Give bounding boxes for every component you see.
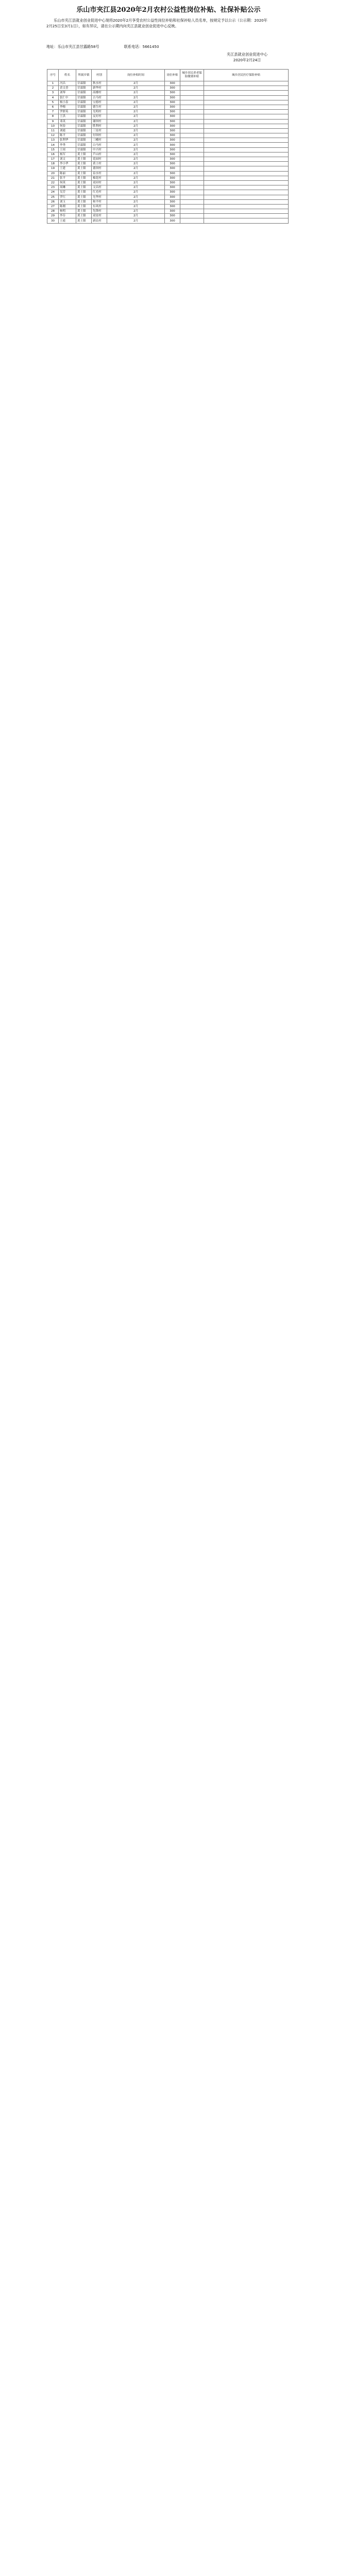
row-name: 罗群英 — [59, 110, 76, 114]
row-index: 30 — [47, 218, 59, 223]
row-post-subsidy: 300 — [165, 152, 180, 157]
row-village: 和平村 — [92, 199, 107, 204]
row-village: 胜利村 — [92, 124, 107, 128]
row-village: 光明村 — [92, 110, 107, 114]
row-post-subsidy: 300 — [165, 124, 180, 128]
row-town: 黄土镇 — [76, 190, 92, 195]
row-name: 张平 — [59, 176, 76, 180]
row-pension-subsidy — [180, 218, 204, 223]
row-name: 张仁中 — [59, 95, 76, 100]
row-pension-subsidy — [180, 128, 204, 133]
row-post-subsidy: 300 — [165, 128, 180, 133]
row-medical-subsidy — [204, 147, 289, 152]
row-town: 黄土镇 — [76, 214, 92, 218]
table-row — [47, 209, 289, 214]
row-name: 王琼 — [59, 147, 76, 152]
row-name: 吴芳 — [59, 190, 76, 195]
row-town: 甘霖镇 — [76, 143, 92, 147]
row-index: 3 — [47, 91, 59, 95]
row-village: 付坝村 — [92, 133, 107, 138]
table-row — [47, 199, 289, 204]
header-medical-subsidy: 城乡居民医疗保险补贴 — [204, 70, 289, 81]
header-post-subsidy: 岗位补贴 — [165, 70, 180, 81]
row-name: 邓英 — [59, 119, 76, 124]
row-period: 2月 — [107, 162, 165, 166]
row-index: 12 — [47, 133, 59, 138]
row-period: 2月 — [107, 190, 165, 195]
row-medical-subsidy — [204, 214, 289, 218]
row-town: 黄土镇 — [76, 180, 92, 185]
row-index: 15 — [47, 147, 59, 152]
row-town: 甘霖镇 — [76, 91, 92, 95]
row-pension-subsidy — [180, 81, 204, 86]
row-town: 甘霖镇 — [76, 100, 92, 105]
issuer-date: 2020年2月24日 — [233, 58, 261, 62]
row-village: 泉水村 — [92, 171, 107, 176]
row-period: 2月 — [107, 152, 165, 157]
table-row — [47, 114, 289, 119]
table-row — [47, 124, 289, 128]
row-index: 8 — [47, 114, 59, 119]
row-pension-subsidy — [180, 119, 204, 124]
row-post-subsidy: 300 — [165, 166, 180, 171]
row-medical-subsidy — [204, 176, 289, 180]
row-medical-subsidy — [204, 128, 289, 133]
row-village: 白马村 — [92, 143, 107, 147]
row-period: 2月 — [107, 218, 165, 223]
row-medical-subsidy — [204, 138, 289, 143]
row-index: 7 — [47, 110, 59, 114]
row-pension-subsidy — [180, 152, 204, 157]
row-index: 27 — [47, 204, 59, 209]
table-row — [47, 133, 289, 138]
table-row — [47, 81, 289, 86]
row-pension-subsidy — [180, 95, 204, 100]
row-pension-subsidy — [180, 166, 204, 171]
issuer-block — [227, 52, 267, 63]
row-pension-subsidy — [180, 171, 204, 176]
row-town: 黄土镇 — [76, 218, 92, 223]
table-row — [47, 105, 289, 109]
row-index: 9 — [47, 119, 59, 124]
row-index: 6 — [47, 105, 59, 109]
row-period: 2月 — [107, 157, 165, 162]
row-post-subsidy: 300 — [165, 110, 180, 114]
row-post-subsidy: 300 — [165, 147, 180, 152]
row-pension-subsidy — [180, 209, 204, 214]
row-village: 先锋村 — [92, 209, 107, 214]
row-period: 2月 — [107, 114, 165, 119]
row-town: 黄土镇 — [76, 162, 92, 166]
row-post-subsidy: 300 — [165, 105, 180, 109]
row-medical-subsidy — [204, 162, 289, 166]
row-index: 5 — [47, 100, 59, 105]
header-pension-subsidy: 城乡居民养老保险缴费补贴 — [180, 70, 204, 81]
row-town: 甘霖镇 — [76, 138, 92, 143]
row-index: 25 — [47, 195, 59, 199]
row-period: 2月 — [107, 100, 165, 105]
row-post-subsidy: 300 — [165, 190, 180, 195]
notice-paragraph: 乐山市夹江县就业创业促进中心现将2020年2月享受农村公益性岗位补贴和社保补贴人员名单，按规定予以公示（公示期：2020年2月25日至3月1日），如有异议，请在公示期内向夹江县就业创业促进中心反映。 — [46, 18, 267, 28]
row-pension-subsidy — [180, 204, 204, 209]
row-post-subsidy: 300 — [165, 95, 180, 100]
row-index: 14 — [47, 143, 59, 147]
row-town: 甘霖镇 — [76, 124, 92, 128]
row-post-subsidy: 300 — [165, 195, 180, 199]
row-post-subsidy: 300 — [165, 180, 180, 185]
row-medical-subsidy — [204, 133, 289, 138]
row-name: 周琳 — [59, 185, 76, 190]
row-town: 黄土镇 — [76, 209, 92, 214]
row-period: 2月 — [107, 95, 165, 100]
row-town: 黄土镇 — [76, 195, 92, 199]
row-pension-subsidy — [180, 176, 204, 180]
row-name: 杨军 — [59, 152, 76, 157]
row-medical-subsidy — [204, 119, 289, 124]
row-medical-subsidy — [204, 91, 289, 95]
row-post-subsidy: 300 — [165, 218, 180, 223]
row-period: 2月 — [107, 180, 165, 185]
row-pension-subsidy — [180, 110, 204, 114]
row-village: 双河村 — [92, 180, 107, 185]
row-period: 2月 — [107, 110, 165, 114]
header-index: 序号 — [47, 70, 59, 81]
table-row — [47, 119, 289, 124]
row-index: 17 — [47, 157, 59, 162]
row-post-subsidy: 300 — [165, 204, 180, 209]
row-village: 友好村 — [92, 114, 107, 119]
row-name: 李芬 — [59, 214, 76, 218]
row-pension-subsidy — [180, 100, 204, 105]
row-town: 甘霖镇 — [76, 119, 92, 124]
table-row — [47, 128, 289, 133]
contact-line — [46, 44, 268, 49]
row-index: 1 — [47, 81, 59, 86]
row-index: 26 — [47, 199, 59, 204]
row-village: 黄土村 — [92, 162, 107, 166]
row-period: 2月 — [107, 195, 165, 199]
row-medical-subsidy — [204, 185, 289, 190]
row-town: 甘霖镇 — [76, 95, 92, 100]
row-post-subsidy: 300 — [165, 100, 180, 105]
row-medical-subsidy — [204, 195, 289, 199]
row-post-subsidy: 300 — [165, 171, 180, 176]
row-period: 2月 — [107, 199, 165, 204]
row-index: 4 — [47, 95, 59, 100]
row-name: 杨明 — [59, 209, 76, 214]
row-medical-subsidy — [204, 100, 289, 105]
row-town: 黄土镇 — [76, 157, 92, 162]
row-village: 东风村 — [92, 204, 107, 209]
row-period: 2月 — [107, 133, 165, 138]
row-medical-subsidy — [204, 157, 289, 162]
row-post-subsidy: 300 — [165, 176, 180, 180]
row-period: 2月 — [107, 171, 165, 176]
row-village: 三星村 — [92, 128, 107, 133]
row-village: 红光村 — [92, 190, 107, 195]
row-medical-subsidy — [204, 180, 289, 185]
row-name: 冯昌 — [59, 81, 76, 86]
row-pension-subsidy — [180, 138, 204, 143]
row-pension-subsidy — [180, 91, 204, 95]
row-post-subsidy: 300 — [165, 86, 180, 91]
row-index: 11 — [47, 128, 59, 133]
row-village: 古马村 — [92, 95, 107, 100]
table-row — [47, 218, 289, 223]
row-period: 2月 — [107, 147, 165, 152]
row-town: 黄土镇 — [76, 152, 92, 157]
row-medical-subsidy — [204, 105, 289, 109]
row-period: 2月 — [107, 138, 165, 143]
table-row — [47, 195, 289, 199]
row-medical-subsidy — [204, 114, 289, 119]
table-row — [47, 171, 289, 176]
row-village: 新民村 — [92, 218, 107, 223]
table-row — [47, 185, 289, 190]
row-index: 16 — [47, 152, 59, 157]
row-pension-subsidy — [180, 114, 204, 119]
row-town: 黄土镇 — [76, 176, 92, 180]
row-period: 2月 — [107, 204, 165, 209]
row-post-subsidy: 300 — [165, 91, 180, 95]
row-index: 29 — [47, 214, 59, 218]
table-body — [47, 81, 289, 224]
row-name: 陈丽 — [59, 171, 76, 176]
row-medical-subsidy — [204, 171, 289, 176]
row-village: 新华村 — [92, 86, 107, 91]
row-period: 2月 — [107, 143, 165, 147]
row-index: 13 — [47, 138, 59, 143]
row-village: 文昌村 — [92, 185, 107, 190]
table-row — [47, 138, 289, 143]
table-row — [47, 176, 289, 180]
row-pension-subsidy — [180, 162, 204, 166]
row-medical-subsidy — [204, 199, 289, 204]
row-pension-subsidy — [180, 133, 204, 138]
row-town: 甘霖镇 — [76, 81, 92, 86]
table-row — [47, 143, 289, 147]
row-pension-subsidy — [180, 124, 204, 128]
row-name: 何英 — [59, 180, 76, 185]
row-village: 光华村 — [92, 195, 107, 199]
row-town: 黄土镇 — [76, 204, 92, 209]
row-name: 杨小春 — [59, 100, 76, 105]
row-period: 2月 — [107, 105, 165, 109]
table-row — [47, 152, 289, 157]
row-index: 24 — [47, 190, 59, 195]
row-pension-subsidy — [180, 199, 204, 204]
row-period: 2月 — [107, 214, 165, 218]
table-row — [47, 86, 289, 91]
row-town: 黄土镇 — [76, 185, 92, 190]
row-index: 20 — [47, 171, 59, 176]
row-medical-subsidy — [204, 190, 289, 195]
table-row — [47, 180, 289, 185]
row-village: 棉花村 — [92, 176, 107, 180]
row-pension-subsidy — [180, 214, 204, 218]
row-village: 秋水村 — [92, 81, 107, 86]
row-period: 2月 — [107, 166, 165, 171]
row-index: 21 — [47, 176, 59, 180]
table-row — [47, 204, 289, 209]
row-town: 黄土镇 — [76, 171, 92, 176]
issuer-org: 夹江县就业创业促进中心 — [227, 52, 268, 57]
row-village: 芦山村 — [92, 152, 107, 157]
row-name: 何春 — [59, 124, 76, 128]
row-village: 花园村 — [92, 157, 107, 162]
table-row — [47, 110, 289, 114]
row-name: 余文香 — [59, 86, 76, 91]
row-village: 中兴村 — [92, 147, 107, 152]
row-index: 2 — [47, 86, 59, 91]
row-town: 甘霖镇 — [76, 147, 92, 152]
row-medical-subsidy — [204, 166, 289, 171]
table-row — [47, 91, 289, 95]
row-town: 黄土镇 — [76, 199, 92, 204]
row-period: 2月 — [107, 176, 165, 180]
row-name: 刘琴 — [59, 91, 76, 95]
row-medical-subsidy — [204, 86, 289, 91]
row-period: 2月 — [107, 81, 165, 86]
row-post-subsidy: 300 — [165, 119, 180, 124]
row-town: 甘霖镇 — [76, 86, 92, 91]
row-name: 王洪 — [59, 114, 76, 119]
page-title: 乐山市夹江县2020年2月农村公益性岗位补贴、社保补贴公示 — [76, 6, 261, 14]
table-row — [47, 147, 289, 152]
row-index: 19 — [47, 166, 59, 171]
row-name: 刘霞 — [59, 128, 76, 133]
row-medical-subsidy — [204, 143, 289, 147]
row-village: 德生村 — [92, 105, 107, 109]
row-name: 陈刚 — [59, 204, 76, 209]
row-name: 刘文 — [59, 157, 76, 162]
header-name: 姓名 — [59, 70, 76, 81]
row-period: 2月 — [107, 119, 165, 124]
row-index: 10 — [47, 124, 59, 128]
row-post-subsidy: 300 — [165, 209, 180, 214]
row-village: 谢坝村 — [92, 119, 107, 124]
row-village: 双星村 — [92, 214, 107, 218]
row-medical-subsidy — [204, 110, 289, 114]
row-pension-subsidy — [180, 147, 204, 152]
contact-address: 地址：乐山市夹江县甘露路58号 — [46, 44, 99, 49]
row-index: 22 — [47, 180, 59, 185]
row-post-subsidy: 300 — [165, 138, 180, 143]
row-medical-subsidy — [204, 124, 289, 128]
row-village: 高楼村 — [92, 91, 107, 95]
row-name: 王建 — [59, 166, 76, 171]
row-medical-subsidy — [204, 204, 289, 209]
table-row — [47, 95, 289, 100]
row-post-subsidy: 300 — [165, 199, 180, 204]
row-medical-subsidy — [204, 209, 289, 214]
row-town: 黄土镇 — [76, 166, 92, 171]
row-medical-subsidy — [204, 81, 289, 86]
row-period: 2月 — [107, 86, 165, 91]
row-period: 2月 — [107, 124, 165, 128]
row-post-subsidy: 300 — [165, 133, 180, 138]
row-pension-subsidy — [180, 180, 204, 185]
table-row — [47, 190, 289, 195]
row-name: 陈平 — [59, 133, 76, 138]
row-period: 2月 — [107, 128, 165, 133]
table-row — [47, 166, 289, 171]
header-period: 岗位补贴时间 — [107, 70, 165, 81]
row-medical-subsidy — [204, 152, 289, 157]
row-village: 三峨村 — [92, 138, 107, 143]
row-town: 甘霖镇 — [76, 105, 92, 109]
row-town: 甘霖镇 — [76, 110, 92, 114]
row-pension-subsidy — [180, 190, 204, 195]
table-row — [47, 157, 289, 162]
row-medical-subsidy — [204, 95, 289, 100]
table-header-row — [47, 70, 289, 81]
row-post-subsidy: 300 — [165, 81, 180, 86]
row-period: 2月 — [107, 91, 165, 95]
table-row — [47, 100, 289, 105]
row-period: 2月 — [107, 209, 165, 214]
row-name: 李梅 — [59, 105, 76, 109]
row-name: 王霞 — [59, 218, 76, 223]
row-post-subsidy: 300 — [165, 157, 180, 162]
row-town: 甘霖镇 — [76, 128, 92, 133]
row-pension-subsidy — [180, 185, 204, 190]
row-name: 张利华 — [59, 138, 76, 143]
row-name: 李小华 — [59, 162, 76, 166]
row-index: 28 — [47, 209, 59, 214]
row-post-subsidy: 300 — [165, 162, 180, 166]
row-town: 甘霖镇 — [76, 114, 92, 119]
table-row — [47, 214, 289, 218]
row-village: 董坝村 — [92, 166, 107, 171]
row-pension-subsidy — [180, 143, 204, 147]
table-row — [47, 162, 289, 166]
row-pension-subsidy — [180, 86, 204, 91]
subsidy-table — [47, 69, 289, 224]
row-village: 宝德村 — [92, 100, 107, 105]
header-village: 村别 — [92, 70, 107, 81]
notice-text — [46, 18, 268, 29]
row-post-subsidy: 300 — [165, 214, 180, 218]
row-pension-subsidy — [180, 157, 204, 162]
row-pension-subsidy — [180, 195, 204, 199]
row-index: 18 — [47, 162, 59, 166]
row-name: 罗红 — [59, 195, 76, 199]
contact-phone: 联系电话：5661450 — [124, 44, 159, 49]
row-medical-subsidy — [204, 218, 289, 223]
row-period: 2月 — [107, 185, 165, 190]
row-post-subsidy: 300 — [165, 185, 180, 190]
row-town: 甘霖镇 — [76, 133, 92, 138]
row-post-subsidy: 300 — [165, 143, 180, 147]
row-name: 李秀 — [59, 143, 76, 147]
row-pension-subsidy — [180, 105, 204, 109]
header-town: 所属乡镇 — [76, 70, 92, 81]
row-post-subsidy: 300 — [165, 114, 180, 119]
row-index: 23 — [47, 185, 59, 190]
row-name: 刘玉 — [59, 199, 76, 204]
